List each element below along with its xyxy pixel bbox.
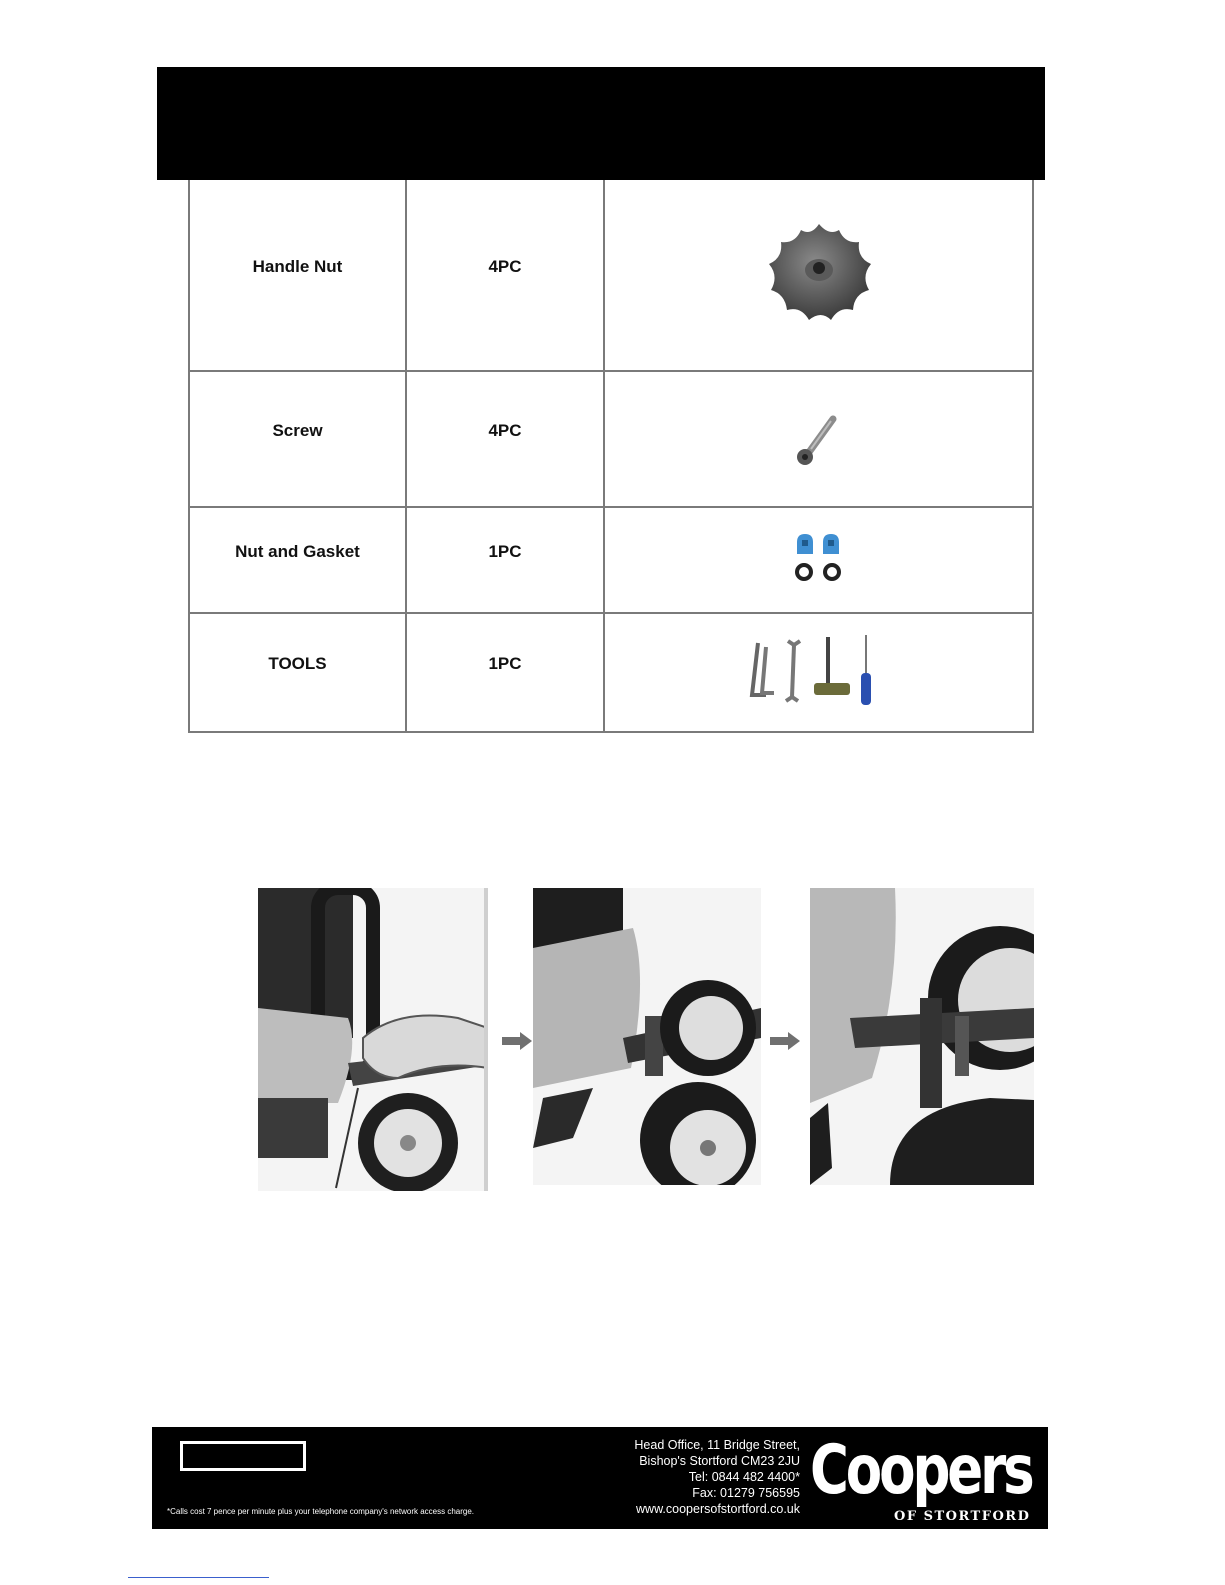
part-name: Screw: [189, 371, 406, 507]
phone-number: Tel: 0844 482 4400*: [688, 1470, 800, 1484]
table-row: [189, 613, 1033, 732]
screw-icon: [789, 409, 849, 469]
arrow-right-icon: [770, 1032, 800, 1050]
nut-gasket-icon: [789, 532, 849, 588]
address-line: Head Office, 11 Bridge Street,: [634, 1438, 800, 1452]
logo-word: Coopers: [810, 1431, 1032, 1510]
table-row: [189, 507, 1033, 613]
part-name: Handle Nut: [189, 180, 406, 371]
arrow-right-icon: [502, 1032, 532, 1050]
tools-icon: [744, 633, 894, 713]
head-office-address: [634, 1437, 800, 1517]
part-qty: 1PC: [406, 613, 604, 732]
handle-nut-icon: [759, 220, 879, 330]
wheel-assembly-step-3: [810, 888, 1034, 1185]
bottom-link-underline: [128, 1577, 269, 1578]
table-row: [189, 180, 1033, 371]
footer-logo-box: [180, 1441, 306, 1471]
address-line: Bishop's Stortford CM23 2JU: [639, 1454, 800, 1468]
part-name: TOOLS: [189, 613, 406, 732]
part-qty: 4PC: [406, 180, 604, 371]
table-row: [189, 371, 1033, 507]
part-qty: 1PC: [406, 507, 604, 613]
fax-number: Fax: 01279 756595: [692, 1486, 800, 1500]
wheel-assembly-step-1: [258, 888, 488, 1191]
header-band: [157, 67, 1045, 180]
parts-table: [188, 180, 1034, 733]
wheel-assembly-step-2: [533, 888, 761, 1185]
part-qty: 4PC: [406, 371, 604, 507]
logo-subtitle: OF STORTFORD: [894, 1509, 1031, 1524]
calls-disclaimer: *Calls cost 7 pence per minute plus your telephone company's network access charge.: [167, 1507, 475, 1516]
part-name: Nut and Gasket: [189, 507, 406, 613]
coopers-logo: [810, 1431, 1034, 1527]
assembly-photos: [258, 888, 1038, 1191]
footer-band: [152, 1427, 1048, 1529]
website-url: www.coopersofstortford.co.uk: [636, 1502, 800, 1516]
